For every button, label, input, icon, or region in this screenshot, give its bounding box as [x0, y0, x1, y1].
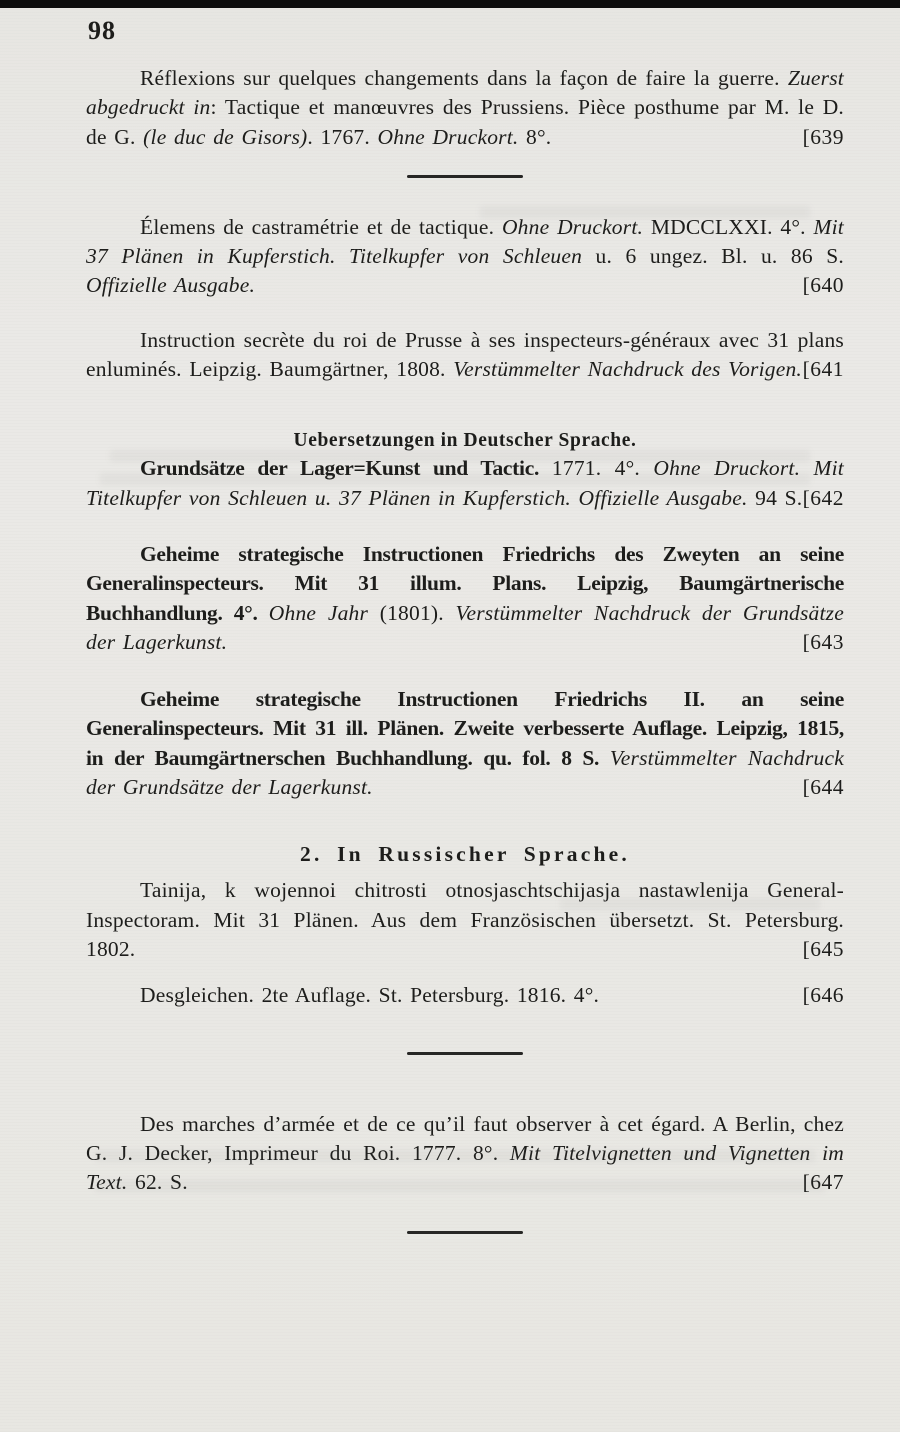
entry-text-segment: (1801). — [368, 600, 456, 625]
entry-number: [646 — [802, 983, 844, 1008]
entry-text-segment: Desgleichen. 2te Auflage. St. Petersburg. 1816. 4°. — [140, 983, 600, 1008]
entry-text-segment: Offizielle Ausgabe. — [86, 273, 256, 298]
bibliography-entry-643 — [86, 540, 844, 657]
bibliography-entry-642 — [86, 454, 844, 513]
entry-text-segment: Élemens de castramétrie et de tactique. — [140, 214, 502, 239]
bibliography-entry-639 — [86, 64, 844, 152]
entry-number: [645 — [802, 936, 844, 961]
section-heading-german: Uebersetzungen in Deutscher Sprache. — [293, 430, 637, 452]
entry-number: [639 — [802, 124, 844, 149]
entry-text-segment: Verstümmelter Nachdruck des Vorigen. — [453, 357, 802, 382]
entry-text-segment: MDCCLXXI. 4°. — [643, 214, 814, 239]
entry-text-segment: Tainija, k wojennoi chitrosti otnosjaschtschijasja nastawlenija General-Inspectoram. Mit 31 Plänen. Aus dem Französischen übersetzt. St. Petersburg. 1802. — [86, 878, 844, 961]
entry-text-segment: u. 6 ungez. Bl. u. 86 S. — [582, 244, 844, 269]
entry-number: [641 — [802, 357, 844, 382]
entry-text-segment: 62. S. — [127, 1170, 188, 1195]
entry-text-segment: Geheime strategische Instructionen Friedrichs des Zweyten an seine Generalinspecteurs. Mit 31 illum. Plans. Leipzig, Baumgärtnerische Buchhandlung. 4°. — [86, 541, 844, 625]
entry-text-segment: Verstümmelter Nachdruck der Grundsätze der Lagerkunst. — [86, 745, 844, 800]
bibliography-entry-644 — [86, 685, 844, 802]
entry-number: [643 — [802, 629, 844, 654]
entry-text-segment: Ohne Druckort. Mit Titelkupfer von Schleuen u. 37 Plänen in Kupferstich. Offizielle Ausgabe. — [86, 456, 844, 510]
entry-text-segment: Ohne Druckort. — [501, 214, 644, 239]
page-number: 98 — [88, 16, 116, 45]
entry-text-segment: Mit Titelvignetten und Vignetten im Text. — [86, 1140, 844, 1195]
entry-text-segment: Mit 37 Plänen in Kupferstich. Titelkupfer von Schleuen — [86, 214, 844, 269]
entry-text-segment: 94 S. — [747, 485, 803, 510]
bibliography-entry-646 — [86, 981, 844, 1010]
entry-text-segment: Geheime strategische Instructionen Friedrichs II. an seine Generalinspecteurs. Mit 31 ill. Plänen. Zweite verbesserte Auflage. Leipzig, 1815, in der Baumgärtnerschen Buchhandlung. qu. fol. 8 S. — [86, 687, 844, 770]
entry-text-segment: : Tactique et manœuvres des Prussiens. Pièce posthume par M. le D. de G. — [86, 95, 844, 149]
entry-text-segment: Zuerst abgedruckt in — [86, 66, 844, 120]
entry-number: [642 — [802, 485, 844, 510]
bibliography-entry-647 — [86, 1110, 844, 1198]
page-body — [86, 46, 844, 1234]
separator-rule-3 — [407, 1231, 523, 1234]
entry-text-segment: Ohne Druckort. — [377, 124, 519, 149]
scan-edge-bar — [0, 0, 900, 8]
entry-text-segment: . 1767. — [307, 124, 378, 149]
entry-text-segment: Des marches d’armée et de ce qu’il faut observer à cet égard. A Berlin, chez G. J. Decker, Imprimeur du Roi. 1777. 8°. — [86, 1111, 844, 1165]
entry-text-segment: (le duc de Gisors) — [143, 124, 308, 149]
bibliography-entry-640 — [86, 213, 844, 301]
entry-number: [640 — [802, 273, 844, 298]
entry-text-segment: 8°. — [518, 124, 552, 149]
entry-number: [644 — [802, 775, 844, 800]
entry-text-segment: Instruction secrète du roi de Prusse à ses inspecteurs-généraux avec 31 plans enluminés. Leipzig. Baumgärtner, 1808. — [86, 327, 844, 382]
entry-text-segment: Verstümmelter Nachdruck der Grundsätze der Lagerkunst. — [86, 600, 844, 654]
bibliography-entry-645 — [86, 876, 844, 964]
entry-text-segment: Réflexions sur quelques changements dans la façon de faire la guerre. — [140, 66, 788, 90]
separator-rule-1 — [407, 175, 523, 178]
bibliography-entry-641 — [86, 326, 844, 385]
entry-number: [647 — [802, 1170, 844, 1195]
entry-text-segment: 1771. 4°. — [551, 456, 654, 481]
separator-rule-2 — [407, 1052, 523, 1055]
section-heading-russian: 2. In Russischer Sprache. — [300, 842, 630, 867]
entry-text-segment: Grundsätze der Lager=Kunst und Tactic. — [140, 456, 552, 481]
entry-text-segment: Ohne Jahr — [268, 600, 369, 625]
